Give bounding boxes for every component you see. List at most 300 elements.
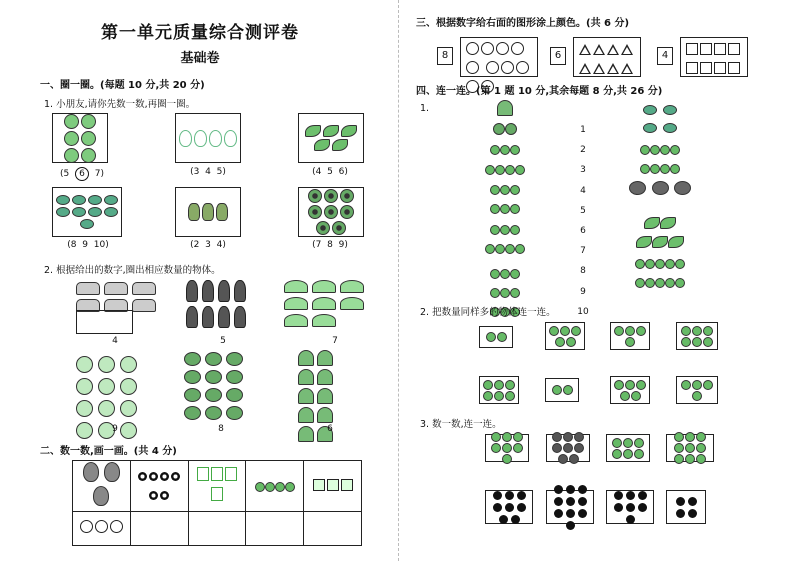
apple-icon[interactable]	[120, 400, 137, 417]
jar-icon	[211, 487, 223, 501]
bird-icon[interactable]	[226, 370, 243, 384]
shell-icon[interactable]	[298, 407, 314, 423]
count-box-sunflower	[298, 187, 364, 237]
parrot-icon	[670, 164, 680, 174]
section-4-heading: 四、连一连。(第 1 题 10 分,其余每题 8 分,共 26 分)	[416, 86, 663, 97]
shell-icon[interactable]	[317, 388, 333, 404]
shell-icon[interactable]	[298, 388, 314, 404]
q1-prompt: 1. 小朋友,请你先数一数,再圈一圈。	[44, 99, 196, 110]
flower-pot-icon	[285, 482, 295, 492]
match-row[interactable]	[470, 220, 540, 264]
option[interactable]: 5	[216, 167, 223, 177]
pear-icon	[104, 462, 120, 482]
corn-icon[interactable]	[218, 280, 230, 302]
cookie-icon	[563, 443, 573, 453]
hat-icon[interactable]	[312, 297, 336, 310]
apple-icon[interactable]	[98, 356, 115, 373]
object-group-hats	[284, 280, 366, 327]
dot-icon	[676, 509, 685, 518]
triangle-shape[interactable]	[579, 63, 591, 74]
option[interactable]: 4	[205, 167, 211, 177]
carrot-icon	[483, 380, 493, 390]
cookie-icon	[552, 443, 562, 453]
square-shape[interactable]	[714, 43, 726, 55]
strawberry-icon	[64, 131, 79, 146]
dot-icon	[554, 485, 563, 494]
triangle-shape[interactable]	[621, 44, 633, 55]
cup-icon	[692, 337, 702, 347]
balloon-icon	[224, 130, 237, 147]
car-icon[interactable]	[132, 282, 156, 295]
pepper-icon	[692, 391, 702, 401]
match-row[interactable]	[470, 160, 540, 180]
match-number[interactable]: 5	[580, 205, 586, 216]
drawn-circle-mark	[76, 310, 133, 334]
section-2-heading: 二、数一数,画一画。(共 4 分)	[40, 446, 177, 457]
apple-icon[interactable]	[98, 378, 115, 395]
option[interactable]: 4	[315, 167, 322, 177]
option[interactable]: 6	[338, 167, 345, 177]
squirrel-icon	[485, 244, 495, 254]
count-box-fish	[52, 187, 122, 237]
dot-icon	[554, 497, 563, 506]
dot-icon	[517, 503, 526, 512]
circle-shape[interactable]	[486, 61, 499, 74]
strawberry-icon	[81, 114, 96, 129]
chick-icon	[505, 123, 517, 135]
flower-icon	[625, 337, 635, 347]
monkey-icon	[490, 204, 500, 214]
pear-icon	[93, 486, 109, 506]
monkey-icon	[510, 204, 520, 214]
count-options-6: (7 8 9)	[312, 240, 348, 250]
monkey-icon	[490, 185, 500, 195]
match-row[interactable]	[628, 118, 692, 140]
bird-icon[interactable]	[184, 352, 201, 366]
football-icon	[160, 472, 169, 481]
circle-shape[interactable]	[496, 42, 509, 55]
match-row[interactable]	[628, 100, 692, 118]
ant-icon	[675, 278, 685, 288]
apple-icon[interactable]	[76, 422, 93, 439]
football-icon	[160, 491, 169, 500]
match-number[interactable]: 7	[580, 246, 586, 257]
shell-icon[interactable]	[317, 369, 333, 385]
squirrel-icon	[510, 225, 520, 235]
corn-icon[interactable]	[234, 306, 246, 328]
option[interactable]: 10	[93, 240, 106, 250]
fish-icon	[80, 219, 94, 229]
option[interactable]: 4	[216, 240, 223, 250]
match-row[interactable]	[628, 254, 692, 298]
fish-icon	[72, 195, 86, 205]
squirrel-icon	[495, 244, 505, 254]
match-box[interactable]	[485, 434, 529, 462]
match-number[interactable]: 6	[580, 226, 586, 237]
pineapple-icon	[202, 203, 214, 221]
car-icon[interactable]	[104, 282, 128, 295]
dot-icon	[566, 509, 575, 518]
monkey-icon	[500, 185, 510, 195]
leaf-icon	[341, 125, 357, 137]
bird-icon[interactable]	[184, 406, 201, 420]
match-box[interactable]	[676, 322, 718, 350]
match-row[interactable]	[628, 214, 692, 254]
fish-icon	[72, 207, 86, 217]
dot-icon	[493, 491, 502, 500]
drawn-circle	[95, 520, 108, 533]
option-circled[interactable]: 6	[75, 167, 89, 181]
flower-icon	[636, 326, 646, 336]
duck-icon	[674, 181, 691, 195]
leaf-icon	[323, 125, 339, 137]
dot-icon	[578, 509, 587, 518]
shrimp-icon	[612, 438, 622, 448]
carrot-icon	[505, 391, 515, 401]
apple-icon[interactable]	[76, 400, 93, 417]
apple-icon[interactable]	[76, 356, 93, 373]
caterpillar-icon	[485, 165, 495, 175]
table-cell	[73, 461, 131, 512]
bag-icon	[625, 380, 635, 390]
sec4-q2-prompt: 2. 把数量同样多的物体连一连。	[420, 307, 556, 318]
shell-icon[interactable]	[298, 426, 314, 442]
section-1-heading: 一、圈一圈。(每题 10 分,共 20 分)	[40, 80, 205, 91]
dot-box-4[interactable]	[666, 490, 706, 524]
square-shape[interactable]	[728, 43, 740, 55]
match-number[interactable]: 10	[577, 306, 589, 317]
caterpillar-icon	[505, 165, 515, 175]
group-number: 7	[332, 336, 338, 346]
circle-shape[interactable]	[516, 61, 529, 74]
spoon-icon	[674, 454, 684, 464]
match-row[interactable]	[470, 100, 540, 120]
option[interactable]: 5	[327, 167, 333, 177]
spoon-icon	[674, 443, 684, 453]
dot-box-10[interactable]	[546, 490, 594, 524]
option[interactable]: 9	[338, 240, 345, 250]
match-box[interactable]	[479, 376, 519, 404]
page-divider	[398, 0, 399, 561]
hat-icon[interactable]	[312, 314, 336, 327]
corn-icon[interactable]	[202, 306, 214, 328]
triangle-shape[interactable]	[607, 44, 619, 55]
apple-icon[interactable]	[120, 378, 137, 395]
answer-cell[interactable]	[188, 512, 246, 546]
match-box[interactable]	[546, 434, 590, 462]
spoon-icon	[674, 432, 684, 442]
spoon-icon	[685, 432, 695, 442]
parrot-icon	[660, 145, 670, 155]
match-box[interactable]	[676, 376, 718, 404]
football-icon	[149, 491, 158, 500]
match-pictures-right	[628, 100, 692, 298]
answer-cell[interactable]	[246, 512, 304, 546]
strawberry-icon	[64, 148, 79, 163]
shape-box-triangles	[554, 37, 641, 77]
group-number: 4	[112, 336, 118, 346]
match-number[interactable]: 1	[580, 125, 586, 135]
bag-icon	[614, 380, 624, 390]
triangle-shape[interactable]	[621, 63, 633, 74]
leaf-icon	[305, 125, 321, 137]
ant-icon	[665, 278, 675, 288]
shell-icon[interactable]	[298, 369, 314, 385]
match-box[interactable]	[545, 322, 585, 350]
section-3-heading: 三、根据数字给右面的图形涂上颜色。(共 6 分)	[416, 18, 630, 29]
bird-icon[interactable]	[205, 370, 222, 384]
chair-icon	[491, 432, 501, 442]
sunflower-icon	[308, 205, 322, 219]
corn-icon[interactable]	[218, 306, 230, 328]
circle-shape[interactable]	[481, 42, 494, 55]
circle-shape[interactable]	[501, 61, 514, 74]
corn-icon[interactable]	[186, 306, 198, 328]
cake-icon	[313, 479, 325, 491]
match-number[interactable]: 4	[580, 185, 586, 196]
dot-icon	[505, 491, 514, 500]
shrimp-icon	[623, 449, 633, 459]
group-number: 6	[327, 424, 333, 434]
cup-icon	[681, 326, 691, 336]
cookie-icon	[558, 454, 568, 464]
bag-icon	[636, 380, 646, 390]
match-box[interactable]	[479, 326, 513, 348]
bird-icon[interactable]	[184, 388, 201, 402]
answer-cell[interactable]	[130, 512, 188, 546]
car-icon[interactable]	[76, 282, 100, 295]
shrimp-icon	[623, 438, 633, 448]
cup-icon	[681, 337, 691, 347]
option[interactable]: 8	[70, 240, 77, 250]
circle-shape[interactable]	[511, 42, 524, 55]
dot-icon	[626, 491, 635, 500]
corn-icon[interactable]	[234, 280, 246, 302]
jar-icon	[197, 467, 209, 481]
dot-icon	[676, 497, 685, 506]
dot-icon	[566, 497, 575, 506]
circle-shape[interactable]	[466, 61, 479, 74]
count-options-4: (8 9 10)	[67, 240, 109, 250]
option[interactable]: 7	[94, 169, 101, 179]
balloon-icon	[179, 130, 192, 147]
duck-icon	[629, 181, 646, 195]
circle-shape[interactable]	[466, 42, 479, 55]
match-number[interactable]: 3	[580, 165, 586, 176]
dot-icon	[638, 491, 647, 500]
bird-icon[interactable]	[226, 406, 243, 420]
bird-icon[interactable]	[226, 388, 243, 402]
carrot-icon	[483, 391, 493, 401]
number-column	[572, 120, 594, 322]
match-number[interactable]: 8	[580, 266, 586, 277]
fish-icon	[643, 105, 657, 115]
dot-icon	[578, 497, 587, 506]
square-shape[interactable]	[686, 43, 698, 55]
duck-icon	[652, 181, 669, 195]
square-shape[interactable]	[714, 62, 726, 74]
apple-icon[interactable]	[120, 356, 137, 373]
fish-icon	[663, 123, 677, 133]
dot-icon	[614, 491, 623, 500]
shell-icon[interactable]	[298, 350, 314, 366]
ball-icon	[486, 332, 496, 342]
chair-icon	[502, 454, 512, 464]
match-box[interactable]	[610, 376, 650, 404]
chair-icon	[513, 432, 523, 442]
hat-icon[interactable]	[284, 297, 308, 310]
shape-digit: 4	[657, 47, 673, 65]
chick-icon	[493, 123, 505, 135]
hat-icon[interactable]	[312, 280, 336, 293]
bird-icon[interactable]	[226, 352, 243, 366]
ant-icon	[645, 278, 655, 288]
dot-icon	[511, 515, 520, 524]
dot-icon	[688, 497, 697, 506]
bug-icon	[510, 145, 520, 155]
option[interactable]: 3	[193, 167, 200, 177]
group-number: 8	[218, 424, 224, 434]
answer-cell[interactable]	[304, 512, 362, 546]
dot-icon	[517, 491, 526, 500]
fish-icon	[88, 195, 102, 205]
shell-icon[interactable]	[317, 407, 333, 423]
option[interactable]: 9	[82, 240, 88, 250]
bag-icon	[620, 391, 630, 401]
bird-icon[interactable]	[205, 352, 222, 366]
shell-icon[interactable]	[317, 350, 333, 366]
shrimp-icon	[612, 449, 622, 459]
corn-icon[interactable]	[186, 280, 198, 302]
fish-icon	[88, 207, 102, 217]
triangle-shape[interactable]	[593, 44, 605, 55]
page-subtitle: 基础卷	[180, 51, 220, 66]
frog-icon	[510, 288, 520, 298]
triangle-shape[interactable]	[607, 63, 619, 74]
ant-icon	[655, 278, 665, 288]
sec4-q1-label: 1.	[420, 103, 430, 114]
parrot-icon	[650, 145, 660, 155]
dot-icon	[638, 503, 647, 512]
square-shape[interactable]	[728, 62, 740, 74]
apple-icon[interactable]	[76, 378, 93, 395]
car-icon[interactable]	[132, 299, 156, 312]
square-shape[interactable]	[700, 62, 712, 74]
football-icon	[171, 472, 180, 481]
caterpillar-icon	[495, 165, 505, 175]
dot-icon	[626, 503, 635, 512]
count-box-balloon	[175, 113, 241, 163]
match-row[interactable]	[628, 180, 692, 214]
match-box[interactable]	[610, 322, 650, 350]
object-group-birds	[184, 352, 254, 420]
parrot-icon	[640, 164, 650, 174]
drawn-circle	[110, 520, 123, 533]
square-shape[interactable]	[700, 43, 712, 55]
match-row[interactable]	[470, 120, 540, 140]
turtle-icon	[497, 100, 513, 116]
pear-icon	[83, 462, 99, 482]
jar-icon	[225, 467, 237, 481]
fish-icon	[56, 195, 70, 205]
cookie-icon	[574, 432, 584, 442]
sunflower-icon	[340, 205, 354, 219]
draw-table	[72, 460, 362, 546]
apple-icon[interactable]	[98, 400, 115, 417]
square-shape[interactable]	[686, 62, 698, 74]
dot-icon	[566, 485, 575, 494]
count-box-strawberry	[52, 113, 108, 163]
ant-icon	[675, 259, 685, 269]
chair-icon	[502, 443, 512, 453]
flower-icon	[625, 326, 635, 336]
hat-icon[interactable]	[284, 314, 308, 327]
table-cell	[246, 461, 304, 512]
option[interactable]: 3	[205, 240, 211, 250]
bird-icon[interactable]	[205, 406, 222, 420]
strawberry-icon	[81, 131, 96, 146]
triangle-shape[interactable]	[593, 63, 605, 74]
carrot-icon	[494, 380, 504, 390]
flower-pot-icon	[255, 482, 265, 492]
frog-icon	[490, 288, 500, 298]
hat-icon[interactable]	[340, 297, 364, 310]
drawn-circle	[80, 520, 93, 533]
match-row[interactable]	[470, 180, 540, 220]
snowman-icon	[571, 326, 581, 336]
object-group-corn	[186, 280, 258, 328]
match-box[interactable]	[545, 378, 579, 402]
frog-icon	[490, 269, 500, 279]
match-number[interactable]: 2	[580, 145, 586, 156]
match-box[interactable]	[606, 434, 650, 462]
count-options-1: (5 6 7)	[60, 169, 104, 179]
bird-icon[interactable]	[205, 388, 222, 402]
option[interactable]: 8	[327, 240, 333, 250]
corn-icon[interactable]	[202, 280, 214, 302]
bug-icon	[500, 145, 510, 155]
match-box[interactable]	[666, 434, 714, 462]
option[interactable]: 5	[63, 169, 70, 179]
bird-icon[interactable]	[184, 370, 201, 384]
pepper-icon	[681, 380, 691, 390]
option[interactable]: 7	[315, 240, 322, 250]
flower-pot-icon	[265, 482, 275, 492]
option[interactable]: 2	[193, 240, 200, 250]
cake-icon	[341, 479, 353, 491]
ant-icon	[665, 259, 675, 269]
dot-box-9[interactable]	[485, 490, 533, 524]
triangle-shape[interactable]	[579, 44, 591, 55]
hat-icon[interactable]	[340, 280, 364, 293]
sunflower-icon	[316, 221, 330, 235]
match-row[interactable]	[628, 140, 692, 180]
squirrel-icon	[490, 225, 500, 235]
match-number[interactable]: 9	[580, 286, 586, 297]
match-row[interactable]	[470, 140, 540, 160]
table-cell[interactable]	[73, 512, 131, 546]
q2-prompt: 2. 根据给出的数字,圈出相应数量的物体。	[44, 265, 221, 276]
shell-icon	[563, 385, 573, 395]
match-row[interactable]	[470, 264, 540, 308]
dot-box-7[interactable]	[606, 490, 654, 524]
sunflower-icon	[324, 189, 338, 203]
sunflower-icon	[324, 205, 338, 219]
shell-icon	[552, 385, 562, 395]
cookie-icon	[563, 432, 573, 442]
snowman-icon	[560, 326, 570, 336]
hat-icon[interactable]	[284, 280, 308, 293]
